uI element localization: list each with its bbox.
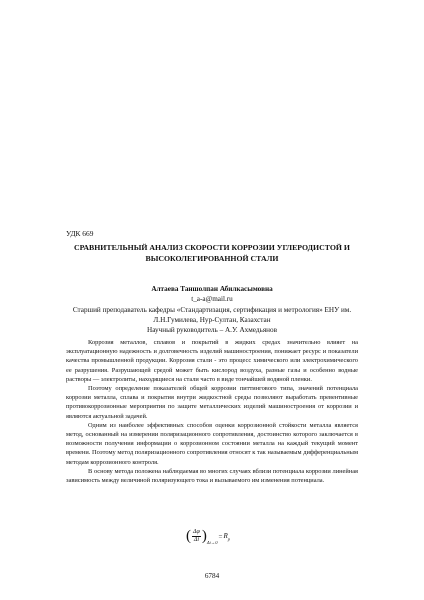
formula-equals: =: [218, 532, 223, 541]
paragraph-2: Поэтому определение показателей общей коррозии питтингового типа, значений потенциала коррозии металла, сплава и покрытия внутри жидкостной среды позволяют выработать превентивные противокоррозионные мероприятия по защите металлических изделий машиностроения от коррозии и являются актуальной задачей.: [66, 385, 358, 420]
page-number: 6784: [204, 572, 220, 580]
polarization-resistance-formula: [186, 529, 230, 544]
author-name: Алтаева Таншолпан Абилкасымовна: [151, 285, 273, 293]
formula-rhs-subscript: p: [227, 536, 230, 542]
udk-code: УДК 669: [66, 229, 94, 238]
supervisor-line: Научный руководитель – А.У. Ахмедьянов: [147, 326, 277, 335]
paragraph-4: В основу метода положена наблюдаемая во многих случаях вблизи потенциала коррозии линейная зависимость между величиной поляризующего тока и вызываемого им изменения потенциала.: [66, 467, 358, 485]
author-position-line-1: Старший преподаватель кафедры «Стандартизация, сертификация и метрология» ЕНУ им.: [72, 305, 352, 314]
formula-condition: Δi→0: [206, 540, 218, 545]
formula-fraction: [192, 529, 201, 544]
article-body: [66, 338, 358, 485]
paragraph-3: Одним из наиболее эффективных способов оценки коррозионной стойкости металла является метод, основанный на измерении поляризационного сопротивления, достоинство которого заключается в возможности получения информации о коррозионном состоянии металла на каждый текущий момент времени. Поэтому метод поляризационного сопротивления относят к так называемым дифференциальным методам коррозионного контроля.: [66, 421, 358, 466]
author-block: [40, 284, 384, 335]
formula-numerator: Δφ: [193, 529, 200, 535]
title-line-1: СРАВНИТЕЛЬНЫЙ АНАЛИЗ СКОРОСТИ КОРРОЗИИ УГЛЕРОДИСТОЙ И: [74, 243, 350, 252]
title-line-2: ВЫСОКОЛЕГИРОВАННОЙ СТАЛИ: [145, 253, 279, 263]
formula-rhs: [223, 532, 230, 541]
formula-open-paren: (: [186, 528, 191, 544]
formula-rhs-symbol: R: [223, 531, 228, 540]
author-email: t_a-a@mail.ru: [191, 295, 233, 304]
paragraph-1: Коррозия металлов, сплавов и покрытий в жидких средах значительно влияет на эксплуатационную надежность и долговечность изделий машиностроения, понижает ресурс и показатели качества промышленной продукции. Коррозия стали - это процесс химического или электрохимического ее разрушения. Разрушающей средой может быть кислород воздуха, разные газы и особенно водные растворы — электролиты, находящиеся на стали часто в виде тончайшей водяной пленки.: [66, 339, 358, 383]
formula-denominator: Δi: [193, 537, 200, 543]
author-position-line-2: Л.Н.Гумилева, Нур-Султан, Казахстан: [153, 315, 271, 324]
article-title: [60, 243, 364, 264]
formula-close-paren: ): [201, 528, 207, 544]
